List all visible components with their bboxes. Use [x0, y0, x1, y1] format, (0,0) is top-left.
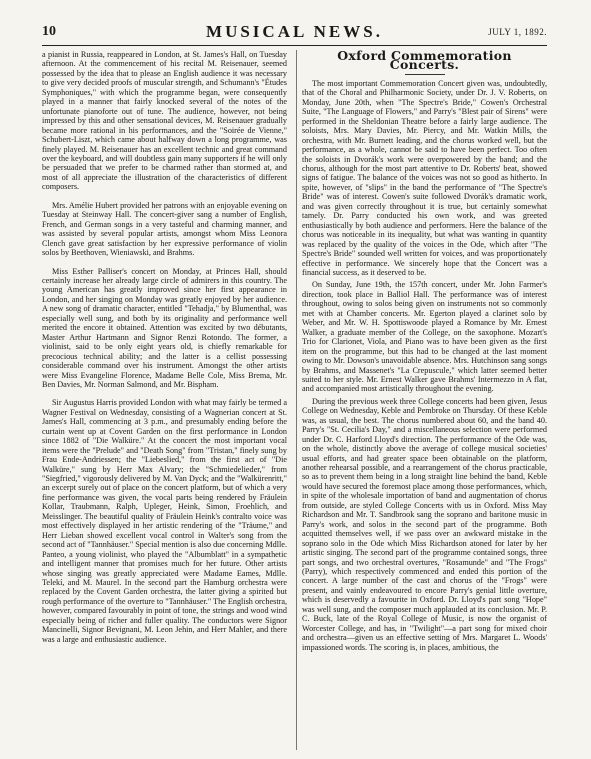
- issue-date: JULY 1, 1892.: [488, 27, 547, 37]
- publication-title: MUSICAL NEWS.: [206, 22, 383, 41]
- left-column: [42, 50, 287, 750]
- article-paragraph: a pianist in Russia, reappeared in London, at St. James's Hall, on Tuesday afternoon. At the commencement of his recital M. Reisenauer, seemed possessed by the idea that to please an English audience it was necessary to give very decided proofs of muscular strength, and Schumann's "Études Symphoniques," with which the programme began, were consequently played in a manner that fairly knocked several of the notes of the unfortunate pianoforte out of tune. The audience, however, not being impressed by this and other sensational devices, M. Reisenauer gradually became more rational in his performances, and the "Soirée de Vienne," Schubert-Liszt, which came about halfway down a long programme, was finely played. M. Reisenauer has an excellent technic and great command over the keyboard, and will doubtless gain many supporters if he will only be persuaded that we prefer to be charmed rather than stormed at, and most of all appreciate the illustration of the characteristics of different composers.: [42, 50, 287, 192]
- right-column: [302, 50, 547, 750]
- column-divider: [296, 50, 297, 750]
- article-paragraph: Mrs. Amélie Hubert provided her patrons with an enjoyable evening on Tuesday at Steinway Hall. The concert-giver sang a number of English, French, and German songs in a very tasteful and charming manner, and was assisted by several popular artists, amongst whom Miss Leonora Clench gave great satisfaction by her expressive performance of violin solos by Beethoven, Wieniawski, and Brahms.: [42, 200, 287, 258]
- article-paragraph: Miss Esther Palliser's concert on Monday, at Princes Hall, should certainly increase her already large circle of admirers in this country. The young American has greatly improved since her first appearance in London, and her singing on Monday was greatly enjoyed by her audience. A new song of dramatic character, entitled "Tehadja," by Blumenthal, was especially well sung, and both by its originality and performance well merited the encore it obtained. Attention was excited by two débutants, Master Arthur Hartmann and Signor Renzi Rotondo. The former, a violinist, said to be only eight years old, is chiefly remarkable for precocious technical ability; and the latter is a cellist possessing considerable command over his instrument. Amongst the other artists were Miss Evangeline Florence, Madame Belle Cole, Miss Brema, Mr. Ben Davies, Mr. Norman Salmond, and Mr. Bispham.: [42, 266, 287, 389]
- header-rule: [42, 45, 547, 46]
- article-paragraph: During the previous week three College concerts had been given, Jesus College on Wednesday, Keble and Pembroke on Thursday. Of these Keble was, as usual, the best. The chorus numbered about 60, and the band 40. Parry's "St. Cecilia's Day," and a miscellaneous selection were performed under Dr. C. Harford Lloyd's direction. The performance of the Ode was, on the whole, distinctly above the average of college musical societies' usual efforts, and had greater space been obtainable on the platform, another rehearsal possible, and a rearrangement of the chorus practicable, so as to prevent them being in a long straight line behind the band, Keble would have secured the foremost place among those performances, which, in spite of the wholesale importation of band and augmentation of chorus from outside, are styled College Concerts with us in Oxford. Miss May Richardson and Mr. T. Sandbrook sang the soprano and baritone music in Parry's work, and solos in the second part of the programme. Both acquitted themselves well, if we pass over an awkward mistake in the soprano solo in the Ode which Miss Richardson atoned for later by her artistic singing. The second part of the programme contained songs, three part songs, and two orchestral overtures, "Rosamunde" and "The Frogs" (Parry), which respectively commenced and ended this portion of the concert. A large number of the cast and chorus of the "Frogs" were present, and vainly endeavoured to encore Parry's genial little overture, which is deservedly a favourite in Oxford. Dr. Lloyd's part song "Hope" was well sung, and the composer much applauded at its conclusion. Mr. P. C. Buck, late of the Royal College of Music, is now the organist of Worcester College, and has, in "Twilight"—a part song for mixed choir and orchestra—given us an effective setting of Mrs. Margaret L. Woods' impassioned words. The scoring is, in places, ambitious, the: [302, 396, 547, 652]
- article-paragraph: Sir Augustus Harris provided London with what may fairly be termed a Wagner Festival on Wednesday, consisting of a Wagnerian concert at St. James's Hall, commencing at 3 p.m., and presumably ending before the curtain went up at Covent Garden on the first performance in London since 1882 of "Die Walküre." At the concert the most important vocal items were the "Prelude" and "Death Song" from "Tristan," finely sung by Frau Ende-Andriessen; the "Liebeslied," from the first act of "Die Walküre," sung by Herr Max Alvary; the "Schmiedelieder," from "Siegfried," vigorously delivered by M. Van Dyck; and the "Walkürenritt," an excerpt surely out of place on the concert platform, but of which a very fine performance was given, the vocal parts being rendered by Fräulein Kollar, Traubmann, Ralph, Upleger, Heink, Simon, Froehlich, and Meisslinger. The beautiful quality of Fräulein Heink's contralto voice was most effectively displayed in her artistic rendering of the "Träume," and Herr Lieban showed excellent vocal control in Walter's song from the second act of "Tannhäuser." Special mention is also due concerning Mdlle. Panteo, a young violinist, who played the "Albumblatt" in a sympathetic and intelligent manner that promises much for her future. Other artists whose singing was greatly appreciated were Madame Eames, Mdlle. Telekí, and M. Maurel. In the second part the Hamburg orchestra were replaced by the Covent Garden orchestra, the latter giving a spirited but rough performance of the overture to "Tannhäuser." The English orchestra, however, compared favourably in point of tone, the strings and wood wind especially being of richer and fuller quality. The conductors were Signor Mancinelli, Signor Bevignani, M. Leon Jehin, and Herr Mahler, and there was a large and enthusiastic audience.: [42, 398, 287, 644]
- page-header: [42, 22, 547, 44]
- article-paragraph: The most important Commemoration Concert given was, undoubtedly, that of the Choral and Philharmonic Society, under Dr. J. V. Roberts, on Monday, June 20th, when "The Spectre's Bride," Cowen's Orchestral Suite, "The Language of Flowers," and Parry's "Blest pair of Sirens" were performed in the Sheldonian Theatre before a fairly large audience. The soloists, Mrs. Mary Davies, Mr. Piercy, and Mr. Watkin Mills, the orchestra, with Mr. Burnett leading, and the chorus worked well, but the performance, as a whole, cannot be said to have been perfect. Too often the soloists in Dvorák's work were overpowered by the band; and the chorus, although for the most part attentive to Dr. Roberts' beat, showed signs of fatigue. The balance of the voices was not so good as hitherto. In spite, however, of "slips" in the band the performance of "The Spectre's Bride" was of interest. Cowen's suite followed Dvorák's dramatic work, and was given correctly throughout it is true, but certainly somewhat tamely. Dr. Parry conducted his own work, and was greeted enthusiastically by both audience and performers. Here the balance of the chorus was noticeable in its inequality, but what was wanting in quantity was replaced by the quality of the voices in the Ode, which after "The Spectre's Bride" sounded well written for voices, and was proportionately effective in performance. We sincerely hope that the Concert was a financial success, as it deserved to be.: [302, 78, 547, 277]
- heading-rule: [405, 74, 445, 75]
- page-number: 10: [42, 24, 56, 39]
- section-heading: Oxford Commemoration Concerts.: [337, 50, 512, 73]
- article-paragraph: On Sunday, June 19th, the 157th concert, under Mr. John Farmer's direction, took place in Balliol Hall. The performance was of interest throughout, owing to solos being given on instruments not so commonly met with at Chamber concerts. Mr. Egerton played a clarinet solo by Weber, and Mr. W. H. Spottiswoode played a Romance by Mr. Ernest Walker, a graduate member of the College, on the saxophone. Mozart's Trio for Clarionet, Viola, and Piano was to have been given as the first item on the programme, but this had to be changed at the last moment owing to Mr. Dowson's unavoidable absence. Mrs. Hutchinson sang songs by Brahms, and Massenet's "La Crepuscule," which latter seemed better suited to her style. Mr. Ernest Walker gave Brahms' Intermezzo in A flat, and accompanied most artistically throughout the evening.: [302, 280, 547, 394]
